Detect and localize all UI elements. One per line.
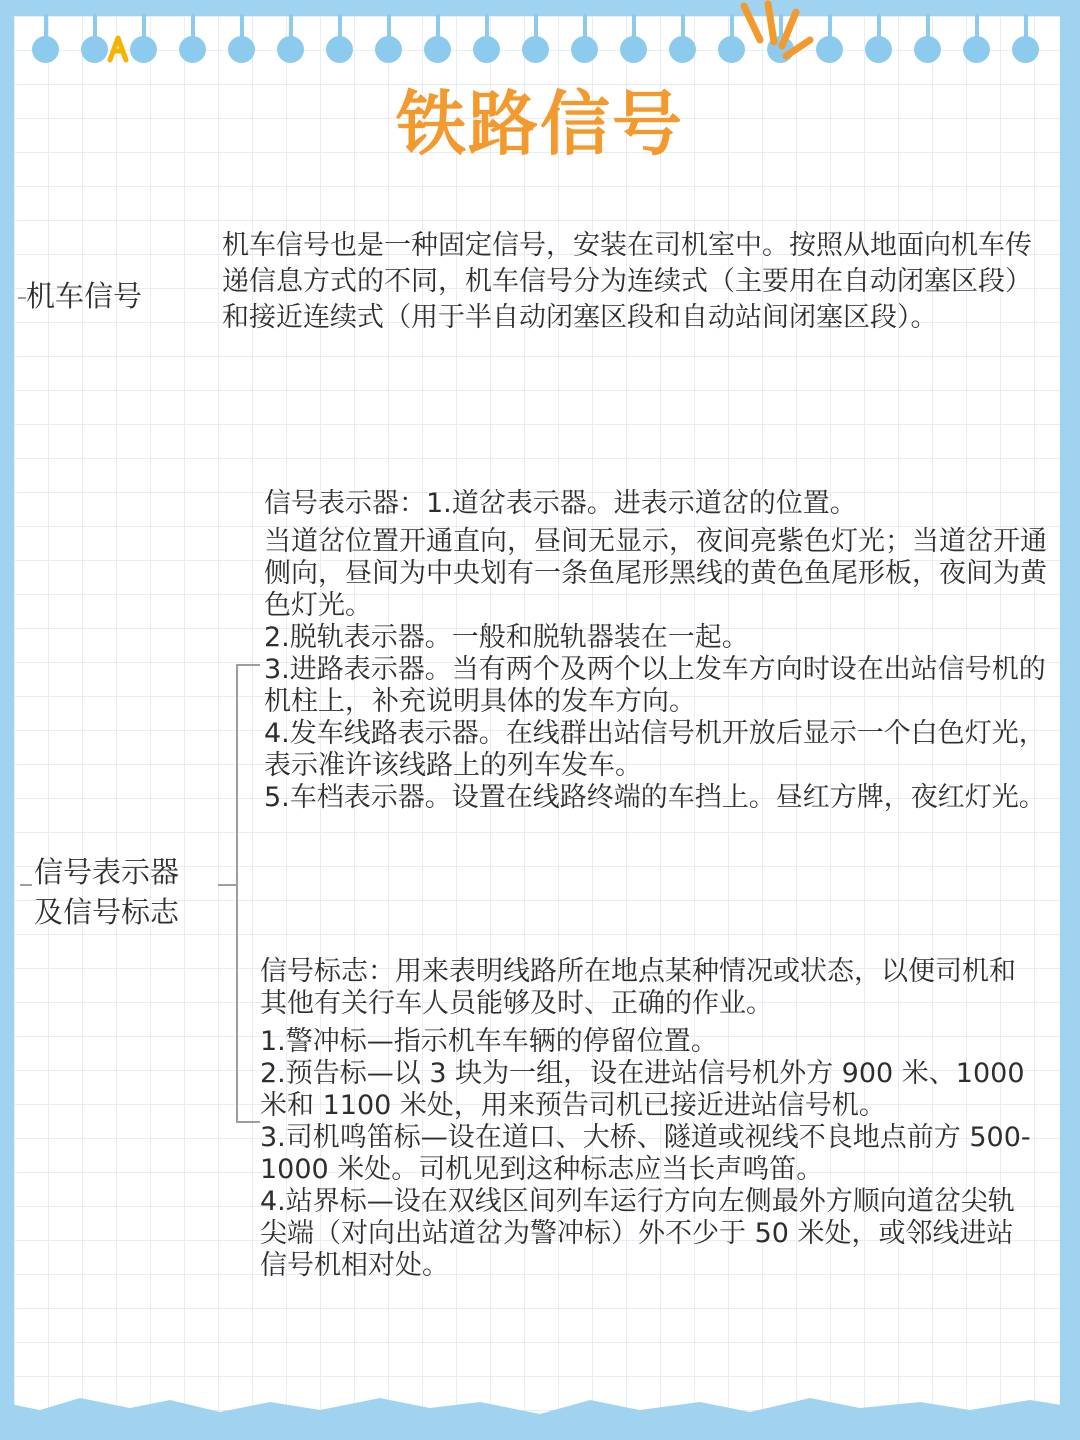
doodle-icon: [104, 32, 138, 66]
sign-block: [260, 956, 1040, 1282]
connector-tick: [18, 297, 26, 299]
sign-line: 2.预告标—以 3 块为一组，设在进站信号机外方 900 米、1000 米和 1100 米处，用来预告司机已接近进站信号机。: [260, 1058, 1025, 1121]
binding-ring: [228, 36, 255, 63]
binding-ring: [571, 36, 598, 63]
binding-ring: [816, 36, 843, 63]
binding-ring: [914, 36, 941, 63]
binding-ring: [375, 36, 402, 63]
section-label-line: 信号表示器: [34, 855, 180, 889]
section-label-line: 及信号标志: [34, 895, 180, 929]
binding-ring: [277, 36, 304, 63]
indicator-line: 2.脱轨表示器。一般和脱轨器装在一起。: [264, 622, 749, 653]
indicator-line: 5.车档表示器。设置在线路终端的车挡上。昼红方牌，夜红灯光。: [264, 782, 1046, 813]
binding-ring: [424, 36, 451, 63]
page-title: 铁路信号: [396, 83, 684, 165]
section-label-indicators: [34, 852, 179, 932]
sign-line: 1.警冲标—指示机车车辆的停留位置。: [260, 1026, 718, 1057]
indicator-line: 3.进路表示器。当有两个及两个以上发车方向时设在出站信号机的机柱上，补充说明具体的发车方向。: [264, 654, 1046, 717]
connector-tick: [20, 884, 32, 886]
indicator-block: [264, 488, 1056, 814]
sparkle-rays-icon: [736, 0, 816, 70]
sign-line: 4.站界标—设在双线区间列车运行方向左侧最外方顺向道岔尖轨尖端（对向出站道岔为警冲标）外不少于 50 米处，或邻线进站信号机相对处。: [260, 1186, 1015, 1281]
binding-ring: [522, 36, 549, 63]
torn-paper-edge: [0, 1380, 1080, 1440]
locomotive-description: 机车信号也是一种固定信号，安装在司机室中。按照从地面向机车传递信息方式的不同，机车信号分为连续式（主要用在自动闭塞区段）和接近连续式（用于半自动闭塞区段和自动站间闭塞区段）。: [222, 230, 1032, 333]
section-label-locomotive: 机车信号: [26, 279, 143, 313]
sign-intro: 信号标志：用来表明线路所在地点某种情况或状态，以便司机和其他有关行车人员能够及时、正确的作业。: [260, 956, 1016, 1019]
indicator-line: 当道岔位置开通直向，昼间无显示，夜间亮紫色灯光；当道岔开通侧向，昼间为中央划有一条鱼尾形黑线的黄色鱼尾形板，夜间为黄色灯光。: [264, 526, 1047, 621]
binding-ring: [865, 36, 892, 63]
binding-ring: [669, 36, 696, 63]
binding-ring: [32, 36, 59, 63]
mind-map-bracket: [236, 664, 260, 1123]
sign-line: 3.司机鸣笛标—设在道口、大桥、隧道或视线不良地点前方 500-1000 米处。司机见到这种标志应当长声鸣笛。: [260, 1122, 1031, 1185]
connector-tick: [218, 884, 236, 886]
binding-ring: [1012, 36, 1039, 63]
binding-ring: [326, 36, 353, 63]
binding-ring: [473, 36, 500, 63]
binding-ring: [963, 36, 990, 63]
binding-ring: [620, 36, 647, 63]
binding-ring: [179, 36, 206, 63]
indicator-intro: 信号表示器：1.道岔表示器。进表示道岔的位置。: [264, 488, 857, 519]
indicator-line: 4.发车线路表示器。在线群出站信号机开放后显示一个白色灯光，表示准许该线路上的列车发车。: [264, 718, 1046, 781]
